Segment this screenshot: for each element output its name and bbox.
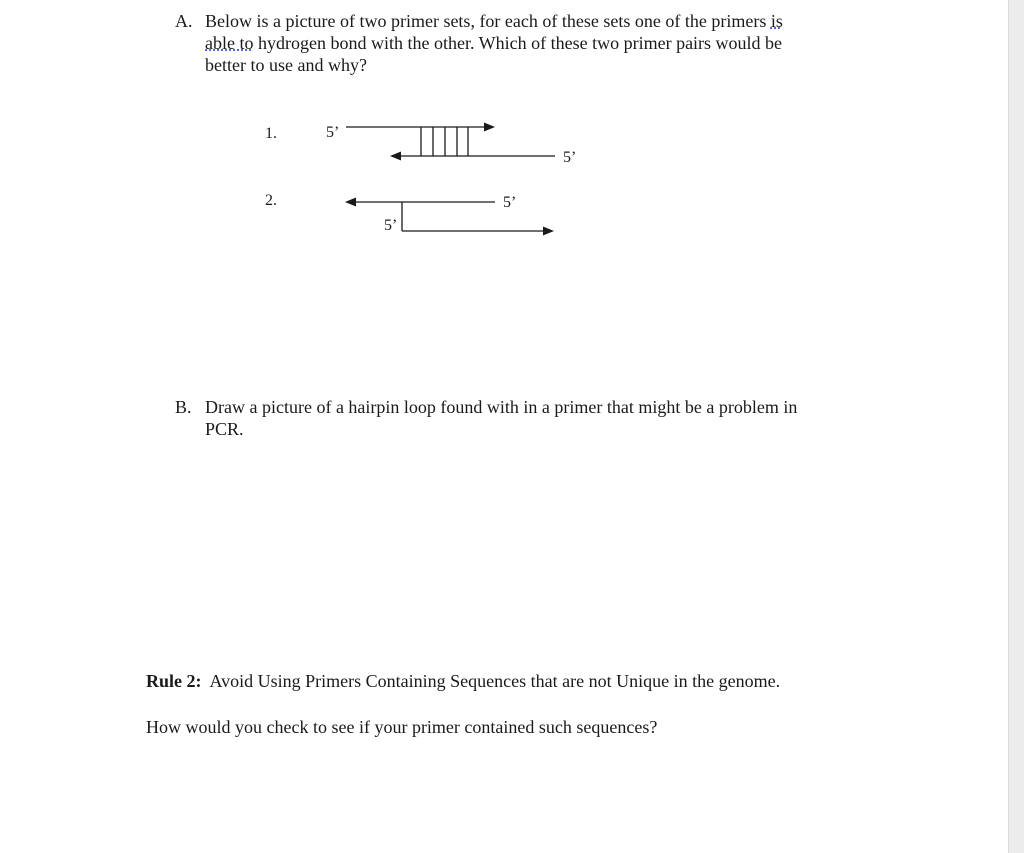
question-b-line-1: Draw a picture of a hairpin loop found with in a primer that might be a problem in	[205, 397, 798, 417]
question-b-line-2: PCR.	[205, 419, 244, 439]
set-2-number: 2.	[265, 192, 277, 209]
vertical-scrollbar[interactable]	[1008, 0, 1024, 853]
question-a-line-2-text: hydrogen bond with the other. Which of these two primer pairs would be	[253, 33, 783, 53]
question-a-line-3: better to use and why?	[205, 55, 367, 75]
spellcheck-underline-is[interactable]: is	[770, 11, 783, 31]
question-check-sequences: How would you check to see if your primer contained such sequences?	[146, 717, 658, 737]
set-1-bottom-5prime-label: 5’	[563, 149, 577, 166]
question-b-text	[205, 396, 797, 440]
set-1-number: 1.	[265, 125, 277, 142]
question-a-line-1	[205, 10, 783, 32]
set-2-bottom-primer-arrow	[402, 227, 554, 236]
set-1-bottom-primer-arrow	[390, 152, 555, 161]
set-1-top-5prime-label: 5’	[326, 124, 340, 141]
rule-2-text: Avoid Using Primers Containing Sequences that are not Unique in the genome.	[201, 671, 781, 691]
set-2-top-5prime-label: 5’	[503, 194, 517, 211]
question-b	[175, 396, 875, 442]
set-1-hydrogen-bonds	[421, 127, 468, 156]
set-1-top-primer-arrow	[346, 123, 495, 132]
rule-2-title: Rule 2:	[146, 671, 202, 691]
question-a-text	[205, 10, 783, 76]
question-a	[175, 10, 875, 80]
question-a-label: A.	[175, 11, 193, 31]
question-a-line-2	[205, 32, 783, 54]
question-b-label: B.	[175, 397, 192, 417]
set-2-top-primer-arrow	[345, 198, 495, 207]
spellcheck-underline-able-to[interactable]: able to	[205, 33, 254, 53]
rule-2	[146, 670, 780, 692]
question-a-line-1-text: Below is a picture of two primer sets, for each of these sets one of the primers	[205, 11, 771, 31]
set-2-bottom-5prime-label: 5’	[384, 217, 398, 234]
